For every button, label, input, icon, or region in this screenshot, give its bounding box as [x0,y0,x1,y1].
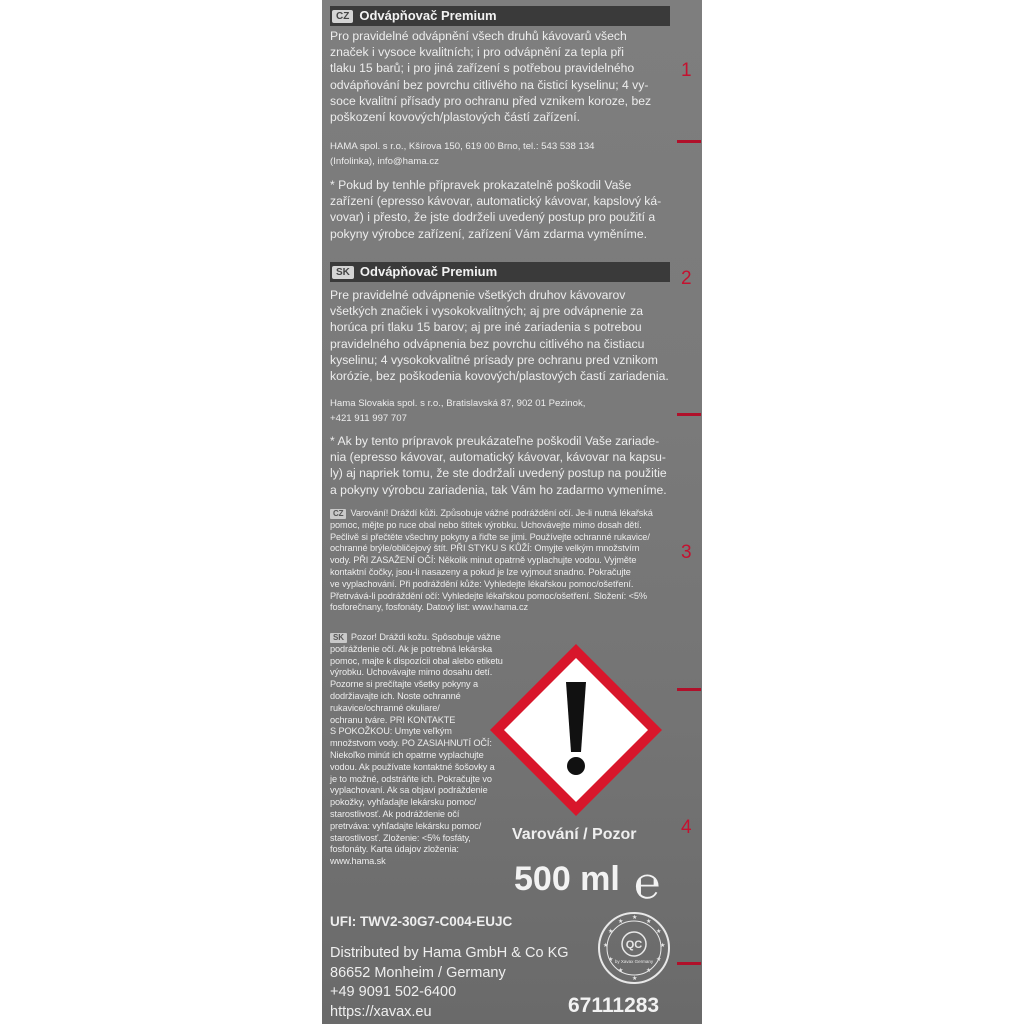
text-line [330,508,674,520]
svg-text:★: ★ [618,967,624,974]
sk-title: Odvápňovač Premium [359,264,498,279]
text-line: starostlivosť. Zloženie: <5% fosfáty, [330,832,471,843]
article-number: 67111283 [568,994,660,1017]
text-line: Pre pravidelné odvápnenie všetkých druhov kávovarov [330,288,626,302]
section-divider-tick [677,140,701,143]
text-line: soce kvalitní přísady pro ochranu před vznikem koroze, bez [330,93,652,108]
text-line: fosforečnany, fosfonáty. Datový list: www.hama.cz [330,602,528,613]
text-line: pomoc, mějte po ruce obal nebo štítek výrobku. Uchovávejte mimo dosah dětí. [330,519,642,530]
qc-seal-sub: by Xavax Germany [614,959,654,964]
text-line: poškození kovových/plastových částí zařízení. [330,110,580,125]
text-line: pretrváva: vyhľadajte lekársku pomoc/ [330,820,482,831]
cz-warning-tag: CZ [330,509,346,519]
text-line: +421 911 997 707 [330,412,407,424]
text-line: ochranné brýle/obličejový štít. PŘI STYKU S KŮŽÍ: Omyjte velkým množstvím [330,543,640,554]
sk-tag: SK [332,266,354,279]
text-line: HAMA spol. s r.o., Kšírova 150, 619 00 Brno, tel.: 543 538 134 [330,141,595,152]
sk-warning-tag: SK [330,633,347,643]
section-divider-tick [677,688,701,691]
text-line: výrobku. Uchovávajte mimo dosahu detí. [330,667,493,678]
text-line: ochranu tváre. PRI KONTAKTE [330,714,456,725]
svg-text:★: ★ [656,928,662,935]
text-line: Hama Slovakia spol. s r.o., Bratislavská 87, 902 01 Pezinok, [330,398,586,409]
hazard-exclamation-icon [486,640,666,820]
text-line: vovar) i přesto, že jste dodrželi uvedený postup pro použití a [330,210,656,225]
section-marker-number: 4 [681,817,692,838]
text-line: Varování! Dráždí kůži. Způsobuje vážné podráždění očí. Je-li nutná lékařská [350,508,653,518]
text-line: pokožky, vyhľadajte lekársku pomoc/ [330,797,477,808]
svg-text:★: ★ [660,942,666,949]
text-line: podráždenie očí. Ak je potrebná lekárska [330,643,492,654]
text-line: https://xavax.eu [330,1003,432,1020]
cz-description [330,28,674,125]
cz-header [330,6,670,26]
text-line: ve vyplachování. Při podráždění kůže: Vyhledejte lékařskou pomoc/ošetření. [330,578,634,589]
text-line: +49 9091 502-6400 [330,984,457,1000]
estimated-sign-icon: ℮ [634,859,661,908]
text-line: Pečlivě si přečtěte všechny pokyny a řiďte se jimi. Používejte ochranné rukavice/ [330,531,650,542]
section-marker-number: 1 [681,60,692,81]
text-line: horúca pri tlaku 15 barov; aj pre iné zariadenia s potrebou [330,320,642,335]
text-line: tlaku 15 barů; i pro jiná zařízení s potřebou pravidelného [330,61,635,76]
text-line: kontaktní čočky, jsou-li nasazeny a pokud je lze vyjmout snadno. Pokračujte [330,566,631,577]
text-line: nia (epresso kávovar, automatický kávovar, kávovar na kapsu- [330,450,666,465]
sk-description [330,287,674,384]
text-line: kyselinu; 4 vysokokvalitné prísady pre ochranu pred vznikom [330,352,658,367]
text-line: korózie, bez poškodenia kovových/plastových častí zariadenia. [330,369,669,384]
text-line [330,632,510,644]
cz-address [330,140,674,169]
text-line: Pozor! Dráždi kožu. Spôsobuje vážne [350,632,501,642]
text-line: * Ak by tento prípravok preukázateľne poškodil Vaše zariade- [330,434,660,448]
text-line: starostlivosť. Ak podráždenie očí [330,808,460,819]
text-line: pravidelného odvápnenia bez povrchu citlivého na čistiacu [330,336,645,351]
text-line: všetkých značiek i vysokokvalitných; aj pre odvápnenie za [330,304,643,319]
section-divider-tick [677,413,701,416]
text-line: Přetrvává-li podráždění očí: Vyhledejte lékařskou pomoc/ošetření. Složení: <5% [330,590,647,601]
signal-word: Varování / Pozor [512,826,637,843]
text-line: vodou. Ak používate kontaktné šošovky a [330,761,495,772]
text-line: odvápňování bez povrchu citlivého na čisticí kyselinu; 4 vy- [330,77,649,92]
distributor-block [330,944,569,1022]
svg-text:★: ★ [608,956,614,963]
text-line: pokyny výrobce zařízení, zařízení Vám zdarma vyměníme. [330,226,647,241]
text-line: dodržiavajte ich. Noste ochranné [330,690,461,701]
text-line: vody. PŘI ZASAŽENÍ OČÍ: Několik minut opatrně vyplachujte vodou. Vyjměte [330,555,637,566]
qc-seal-text: QC [625,939,643,951]
text-line: * Pokud by tenhle přípravek prokazatelně poškodil Vaše [330,178,632,192]
section-marker-number: 2 [681,268,692,289]
svg-text:★: ★ [646,918,652,925]
section-marker-number: 3 [681,542,692,563]
text-line: (Infolinka), info@hama.cz [330,155,439,167]
cz-guarantee [330,177,674,242]
text-line: S POKOŽKOU: Umyte veľkým [330,726,452,737]
text-line: Niekoľko minút ich opatrne vyplachujte [330,749,484,760]
product-label [322,0,702,1024]
cz-tag: CZ [332,10,353,23]
text-line: Pozorne si prečítajte všetky pokyny a [330,679,478,690]
text-line: a pokyny výrobcu zariadenia, tak Vám ho zadarmo vymeníme. [330,482,667,497]
text-line: je to možné, odstráňte ich. Pokračujte vo [330,773,492,784]
ufi-code: UFI: TWV2-30G7-C004-EUJC [330,914,513,929]
svg-text:★: ★ [618,918,624,925]
sk-hazard-statement [330,632,510,868]
text-line: zařízení (epresso kávovar, automatický kávovar, kapslový ká- [330,194,662,209]
svg-text:★: ★ [608,928,614,935]
svg-text:★: ★ [632,914,638,921]
svg-text:★: ★ [646,967,652,974]
text-line: ly) aj napriek tomu, že ste dodržali uvedený postup na použitie [330,466,667,481]
svg-text:★: ★ [632,975,638,982]
cz-title: Odvápňovač Premium [359,8,497,23]
text-line: pomoc, majte k dispozícii obal alebo etiketu [330,655,503,666]
text-line: www.hama.sk [330,856,386,867]
svg-text:★: ★ [603,942,609,949]
text-line: značek i vysoce kvalitních; i pro odvápnění za tepla při [330,45,625,60]
cz-hazard-statement [330,508,674,614]
text-line: fosfonáty. Karta údajov zloženia: [330,844,459,855]
qc-seal-icon [596,910,672,986]
sk-address [330,397,674,426]
sk-guarantee [330,433,674,498]
section-divider-tick [677,962,701,965]
text-line: rukavice/ochranné okuliare/ [330,702,440,713]
text-line: vyplachovaní. Ak sa objaví podráždenie [330,785,488,796]
volume-text: 500 ml [514,860,620,898]
text-line: Pro pravidelné odvápnění všech druhů kávovarů všech [330,29,627,43]
text-line: množstvom vody. PO ZASIAHNUTÍ OČÍ: [330,738,492,749]
svg-text:★: ★ [656,956,662,963]
text-line: Distributed by Hama GmbH & Co KG [330,945,569,961]
sk-header [330,262,670,282]
text-line: 86652 Monheim / Germany [330,964,506,981]
